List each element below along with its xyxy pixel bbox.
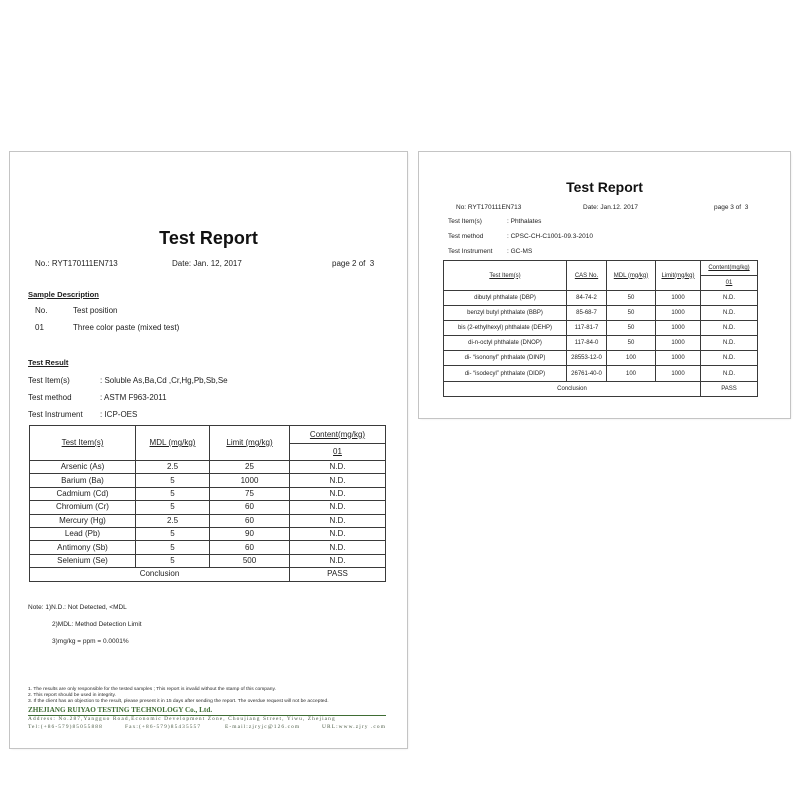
cell-content: N.D.	[290, 554, 386, 567]
cell-mdl: 50	[607, 306, 656, 321]
cell-content: N.D.	[701, 291, 758, 306]
report-number: No.: RYT170111EN713	[35, 259, 118, 268]
field-label-test-method: Test method	[28, 393, 72, 402]
cell-limit: 1000	[210, 474, 290, 487]
note-1: Note: 1)N.D.: Not Detected, <MDL	[28, 604, 127, 611]
header-cas-no: CAS No.	[567, 261, 607, 291]
header-mdl: MDL (mg/kg)	[607, 261, 656, 291]
cell-mdl: 5	[136, 501, 210, 514]
cell-item: Arsenic (As)	[30, 461, 136, 474]
company-address: Address: No.287,Yangguo Road,Economic Development Zone, Choujiang Street, Yiwu, Zhejiang	[28, 716, 336, 722]
report-title: Test Report	[566, 179, 643, 195]
table-row	[30, 461, 386, 474]
header-limit: Limit (mg/kg)	[210, 426, 290, 461]
table-conclusion-row	[444, 381, 758, 396]
table-conclusion-row	[30, 568, 386, 581]
cell-item: Barium (Ba)	[30, 474, 136, 487]
cell-limit: 25	[210, 461, 290, 474]
cell-content: N.D.	[701, 351, 758, 366]
phthalates-result-table	[443, 260, 758, 397]
header-content: Content(mg/kg)	[290, 426, 386, 444]
field-label-test-method: Test method	[448, 233, 484, 240]
field-label-test-items: Test Item(s)	[28, 376, 70, 385]
note-2: 2)MDL: Method Detection Limit	[52, 621, 142, 628]
disclaimer-1: 1. The results are only responsible for the tested samples ; This report is invalid without the stamp of this company.	[28, 687, 276, 692]
cell-item: bis (2-ethylhexyl) phthalate (DEHP)	[444, 321, 567, 336]
cell-mdl: 5	[136, 527, 210, 540]
cell-content: N.D.	[290, 461, 386, 474]
table-row	[444, 366, 758, 381]
sample-no: 01	[35, 323, 44, 332]
cell-item: benzyl butyl phthalate (BBP)	[444, 306, 567, 321]
table-row	[30, 527, 386, 540]
table-header-row	[30, 426, 386, 444]
table-row	[444, 351, 758, 366]
cell-item: Cadmium (Cd)	[30, 487, 136, 500]
page-number: page 2 of 3	[332, 259, 375, 268]
cell-content: N.D.	[290, 501, 386, 514]
report-title: Test Report	[159, 228, 258, 248]
cell-item: di-n-octyl phthalate (DNOP)	[444, 336, 567, 351]
cell-limit: 60	[210, 501, 290, 514]
field-value-test-items: : Soluble As,Ba,Cd ,Cr,Hg,Pb,Sb,Se	[100, 376, 228, 385]
disclaimer-3: 3. If the client has an objection to the result, please present it in 15 days after sending the report. The overdue request will not be accepted.	[28, 699, 329, 704]
table-row	[30, 501, 386, 514]
cell-cas: 28553-12-0	[567, 351, 607, 366]
table-row	[30, 474, 386, 487]
cell-mdl: 5	[136, 487, 210, 500]
field-value-test-instrument: : GC-MS	[507, 248, 533, 255]
cell-content: N.D.	[290, 474, 386, 487]
cell-cas: 117-81-7	[567, 321, 607, 336]
cell-limit: 1000	[656, 366, 701, 381]
sample-col-no: No.	[35, 306, 48, 315]
header-content: Content(mg/kg)	[701, 261, 758, 276]
cell-content: N.D.	[701, 321, 758, 336]
company-email: E-mail:zjryjc@126.com	[225, 724, 301, 730]
table-row	[444, 321, 758, 336]
report-page-2	[10, 152, 407, 748]
conclusion-value: PASS	[701, 381, 758, 396]
field-value-test-method: : CPSC-CH-C1001-09.3-2010	[507, 233, 593, 240]
header-test-item: Test Item(s)	[30, 426, 136, 461]
cell-mdl: 5	[136, 474, 210, 487]
cell-content: N.D.	[290, 541, 386, 554]
company-fax: Fax:(+86-579)85435557	[125, 724, 202, 730]
disclaimer-2: 2. This report should be used in integrity.	[28, 693, 116, 698]
field-label-test-items: Test Item(s)	[448, 218, 482, 225]
cell-limit: 1000	[656, 321, 701, 336]
report-page-3	[419, 152, 790, 418]
cell-content: N.D.	[701, 336, 758, 351]
report-date: Date: Jan.12. 2017	[583, 204, 638, 211]
table-row	[444, 291, 758, 306]
header-sample-01: 01	[290, 444, 386, 461]
cell-cas: 85-68-7	[567, 306, 607, 321]
field-label-test-instrument: Test Instrument	[448, 248, 493, 255]
cell-limit: 60	[210, 514, 290, 527]
cell-mdl: 5	[136, 541, 210, 554]
conclusion-label: Conclusion	[444, 381, 701, 396]
field-value-test-method: : ASTM F963-2011	[100, 393, 167, 402]
report-date: Date: Jan. 12, 2017	[172, 259, 242, 268]
field-label-test-instrument: Test Instrument	[28, 410, 83, 419]
cell-item: dibutyl phthalate (DBP)	[444, 291, 567, 306]
cell-cas: 117-84-0	[567, 336, 607, 351]
header-limit: Limit(mg/kg)	[656, 261, 701, 291]
cell-content: N.D.	[701, 366, 758, 381]
header-mdl: MDL (mg/kg)	[136, 426, 210, 461]
cell-mdl: 50	[607, 321, 656, 336]
company-tel: Tel:(+86-579)85055888	[28, 724, 103, 730]
note-3: 3)mg/kg = ppm = 0.0001%	[52, 638, 129, 645]
cell-item: Selenium (Se)	[30, 554, 136, 567]
heavy-metals-result-table	[29, 425, 386, 582]
section-heading-sample-description: Sample Description	[28, 290, 99, 299]
header-sample-01: 01	[701, 276, 758, 291]
sample-col-position: Test position	[73, 306, 118, 315]
table-row	[30, 487, 386, 500]
field-value-test-items: : Phthalates	[507, 218, 542, 225]
company-name: ZHEJIANG RUIYAO TESTING TECHNOLOGY Co., Ltd.	[28, 706, 213, 714]
cell-cas: 84-74-2	[567, 291, 607, 306]
company-url: URL:www.zjry .com	[322, 724, 387, 730]
cell-mdl: 2.5	[136, 514, 210, 527]
cell-limit: 1000	[656, 291, 701, 306]
report-number: No: RYT170111EN713	[456, 204, 522, 211]
cell-limit: 1000	[656, 336, 701, 351]
table-row	[30, 541, 386, 554]
cell-limit: 75	[210, 487, 290, 500]
cell-mdl: 50	[607, 291, 656, 306]
cell-cas: 26761-40-0	[567, 366, 607, 381]
section-heading-test-result: Test Result	[28, 358, 69, 367]
cell-item: Lead (Pb)	[30, 527, 136, 540]
cell-item: di- “isodecyl” phthalate (DIDP)	[444, 366, 567, 381]
cell-limit: 60	[210, 541, 290, 554]
table-header-row	[444, 261, 758, 276]
table-row	[444, 336, 758, 351]
cell-limit: 90	[210, 527, 290, 540]
cell-mdl: 100	[607, 366, 656, 381]
cell-content: N.D.	[290, 487, 386, 500]
cell-limit: 500	[210, 554, 290, 567]
table-row	[30, 514, 386, 527]
cell-item: Mercury (Hg)	[30, 514, 136, 527]
cell-mdl: 50	[607, 336, 656, 351]
conclusion-value: PASS	[290, 568, 386, 581]
conclusion-label: Conclusion	[30, 568, 290, 581]
cell-item: Chromium (Cr)	[30, 501, 136, 514]
field-value-test-instrument: : ICP-OES	[100, 410, 138, 419]
cell-mdl: 100	[607, 351, 656, 366]
cell-content: N.D.	[701, 306, 758, 321]
cell-limit: 1000	[656, 306, 701, 321]
header-test-item: Test Item(s)	[444, 261, 567, 291]
cell-item: Antimony (Sb)	[30, 541, 136, 554]
cell-mdl: 5	[136, 554, 210, 567]
cell-mdl: 2.5	[136, 461, 210, 474]
cell-content: N.D.	[290, 514, 386, 527]
page-number: page 3 of 3	[714, 204, 749, 211]
sample-position: Three color paste (mixed test)	[73, 323, 180, 332]
cell-content: N.D.	[290, 527, 386, 540]
cell-item: di- “isononyl” phthalate (DINP)	[444, 351, 567, 366]
cell-limit: 1000	[656, 351, 701, 366]
table-row	[444, 306, 758, 321]
table-row	[30, 554, 386, 567]
